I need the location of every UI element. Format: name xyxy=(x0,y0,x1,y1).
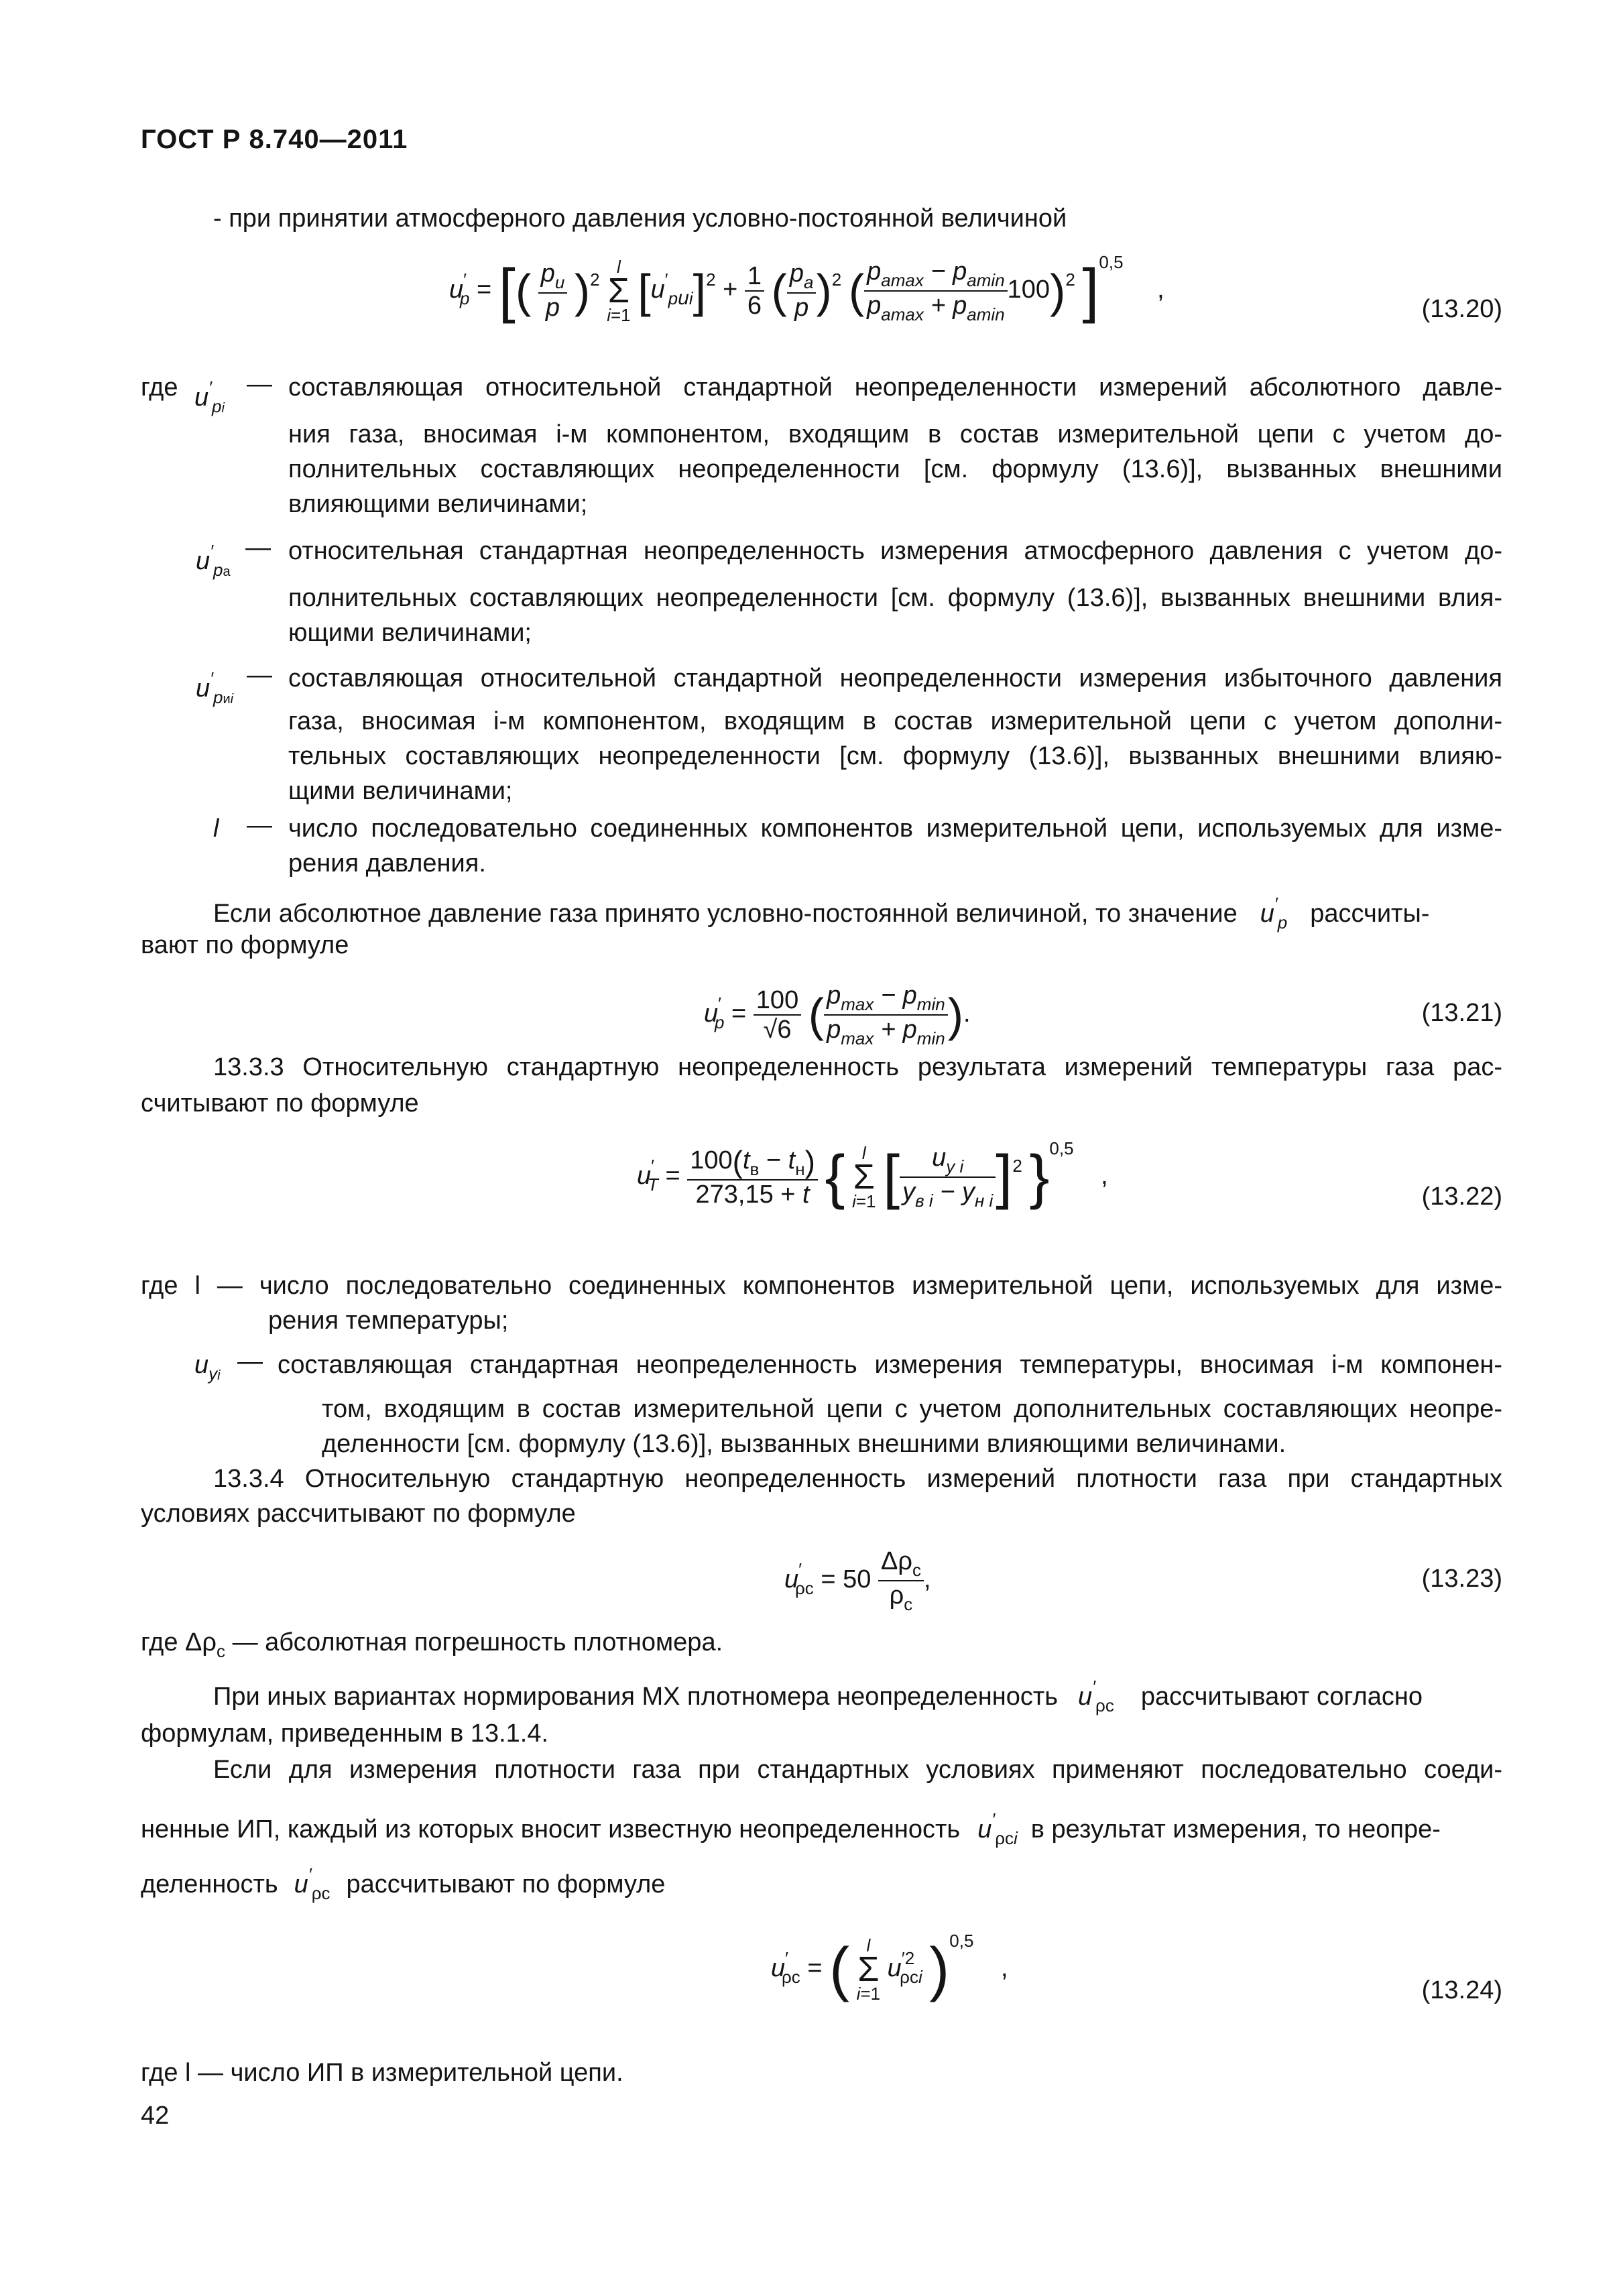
def-u-pui-line4: щими величинами; xyxy=(288,777,513,805)
paragraph-ip-line1: Если для измерения плотности газа при стандартных условиях применяют последовательно соеди- xyxy=(213,1756,1502,1784)
page-number: 42 xyxy=(141,2102,170,2130)
equation-number-13-21: (13.21) xyxy=(1421,999,1502,1027)
def-u-pa-line3: ющими величинами; xyxy=(288,619,532,647)
symbol-u-rho: $u'_{\rho с}$ xyxy=(294,1864,330,1903)
section-13-3-4-line1: 13.3.4 Относительную стандартную неопределенность измерений плотности газа при стандартных xyxy=(213,1465,1502,1493)
def-u-pui-line1: составляющая относительной стандартной неопределенности измерения избыточного давления xyxy=(288,664,1502,692)
def-l-ip: где l — число ИП в измерительной цепи. xyxy=(141,2059,623,2087)
paragraph-abs-tail: рассчиты- xyxy=(1310,900,1430,928)
def-u-yi-line2: том, входящим в состав измерительной цепи с учетом дополнительных составляющих неопре- xyxy=(322,1395,1502,1423)
def-u-pi-line4: влияющими величинами; xyxy=(288,490,588,518)
paragraph-mx-line1 xyxy=(213,1669,1423,1723)
paragraph-ip-line2 xyxy=(141,1802,1441,1856)
def-l-temp-line2: рения температуры; xyxy=(268,1307,509,1335)
paragraph-ip-text-3b: рассчитывают по формуле xyxy=(346,1870,666,1898)
symbol-u-pa: $u'_{pа}$ xyxy=(196,541,231,580)
def-u-pui-line3: тельных составляющих неопределенности [см. формулу (13.6)], вызванных внешними влияю- xyxy=(288,742,1502,770)
def-u-pi-line3: полнительных составляющих неопределенности [см. формулу (13.6)], вызванных внешними xyxy=(288,455,1502,483)
paragraph-mx-tail: рассчитывают согласно xyxy=(1140,1683,1423,1711)
def-l-line2: рения давления. xyxy=(288,849,486,878)
def-u-pa-line2: полнительных составляющих неопределенности [см. формулу (13.6)], вызванных внешними влия- xyxy=(288,584,1502,612)
definition-dash: — xyxy=(247,370,272,398)
symbol-delta-rho: $\Delta\rho_с$ xyxy=(185,1628,226,1661)
definition-dash: — xyxy=(247,811,272,839)
definition-dash: — xyxy=(237,1347,263,1376)
symbol-u-pui: $u'_{pиi}$ xyxy=(196,668,234,707)
formula-13-24: $u'_{\rho с}$ = ( l Σ i=1 $u^{'2}_{\rho сi}$ )$^{0,5}$ , xyxy=(771,1931,1008,2004)
paragraph-mx-line2: формулам, приведенным в 13.1.4. xyxy=(141,1719,549,1748)
def-l-line1: число последовательно соединенных компонентов измерительной цепи, используемых для изме- xyxy=(288,814,1502,843)
document-header: ГОСТ Р 8.740—2011 xyxy=(141,125,408,154)
def-u-pi-line2: ния газа, вносимая i-м компонентом, входящим в состав измерительной цепи с учетом до- xyxy=(288,420,1502,448)
symbol-u-pi: $u'_{pi}$ xyxy=(194,377,225,416)
definition-dash: — xyxy=(247,661,272,689)
symbol-u-yi: $u_{yi}$ xyxy=(194,1351,221,1384)
def-u-yi-line1: составляющая стандартная неопределенность измерения температуры, вносимая i-м компонен- xyxy=(278,1351,1502,1379)
paragraph-ip-text-3a: деленность xyxy=(141,1870,278,1898)
section-13-3-4-line2: условиях рассчитывают по формуле xyxy=(141,1500,576,1528)
equation-number-13-24: (13.24) xyxy=(1421,1976,1502,2004)
def-u-yi-line3: деленности [см. формулу (13.6)], вызванных внешними влияющими величинами. xyxy=(322,1430,1286,1458)
def-u-pi-line1: составляющая относительной стандартной неопределенности измерений абсолютного давле- xyxy=(288,373,1502,402)
equation-number-13-23: (13.23) xyxy=(1421,1565,1502,1593)
paragraph-abs-line2: вают по формуле xyxy=(141,931,349,959)
paragraph-ip-tail: в результат измерения, то неопре- xyxy=(1030,1815,1441,1844)
formula-13-20: $u'_p$ = [( $\frac{p_и}{p}$ )$^2$ l Σ i=1 $[u'_{pиi}]^2$ + $\frac{1}{6}$ ( $\frac{p_а}{p}$ )$^2$ ( $\frac{p_{аmax} - p_{аmin}}{p_{аmax} + p_{аmin}}$ 100)$^2$ ]$^{0,5}$ , xyxy=(449,252,1164,326)
symbol-u-p: $u'_p$ xyxy=(1260,894,1288,932)
definition-dash: — xyxy=(245,534,271,562)
def-l-temp-line1: где l — число последовательно соединенных компонентов измерительной цепи, используемых для изме- xyxy=(141,1272,1502,1300)
def-delta-rho xyxy=(141,1625,723,1669)
section-13-3-3-line2: считывают по формуле xyxy=(141,1089,419,1117)
paragraph-mx-text: При иных вариантах нормирования МХ плотномера неопределенность xyxy=(213,1683,1059,1711)
symbol-u-rho: $u'_{\rho с}$ xyxy=(1078,1677,1114,1715)
symbol-l: l xyxy=(213,814,219,843)
paragraph-abs-text: Если абсолютное давление газа принято условно-постоянной величиной, то значение xyxy=(213,900,1238,928)
paragraph-abs-line1 xyxy=(213,886,1429,940)
equation-number-13-22: (13.22) xyxy=(1421,1183,1502,1211)
where-label: где xyxy=(141,1628,178,1656)
symbol-u-rho-i: $u'_{\rho сi}$ xyxy=(977,1809,1018,1848)
equation-number-13-20: (13.20) xyxy=(1421,295,1502,323)
formula-13-23: $u'_{\rho с} = 50$ $\frac{\Delta\rho_с}{\rho_с}$ , xyxy=(784,1547,931,1614)
section-13-3-3-line1: 13.3.3 Относительную стандартную неопределенность результата измерений температуры газа рас- xyxy=(213,1053,1502,1081)
paragraph-atm: - при принятии атмосферного давления условно-постоянной величиной xyxy=(213,204,1067,233)
paragraph-ip-line3 xyxy=(141,1857,665,1911)
where-label: где xyxy=(141,373,178,402)
paragraph-ip-text: ненные ИП, каждый из которых вносит известную неопределенность xyxy=(141,1815,961,1844)
formula-13-22: $u'_T$ = $\frac{100(t_в - t_н)}{273,15 + t}$ { l Σ i=1 [ $\frac{u_{y i}}{y_{в i} - y_{н i}}$ ]$^2$ }$^{0,5}$ , xyxy=(637,1138,1108,1212)
def-u-pa-line1: относительная стандартная неопределенность измерения атмосферного давления с учетом до- xyxy=(288,537,1502,565)
def-u-pui-line2: газа, вносимая i-м компонентом, входящим в состав измерительной цепи с учетом дополни- xyxy=(288,707,1502,735)
formula-13-21: $u'_p$ = $\frac{100}{√6}$ ( $\frac{p_{max} - p_{min}}{p_{max} + p_{min}}$ ). xyxy=(704,981,971,1048)
def-delta-rho-text: — абсолютная погрешность плотномера. xyxy=(232,1628,723,1656)
